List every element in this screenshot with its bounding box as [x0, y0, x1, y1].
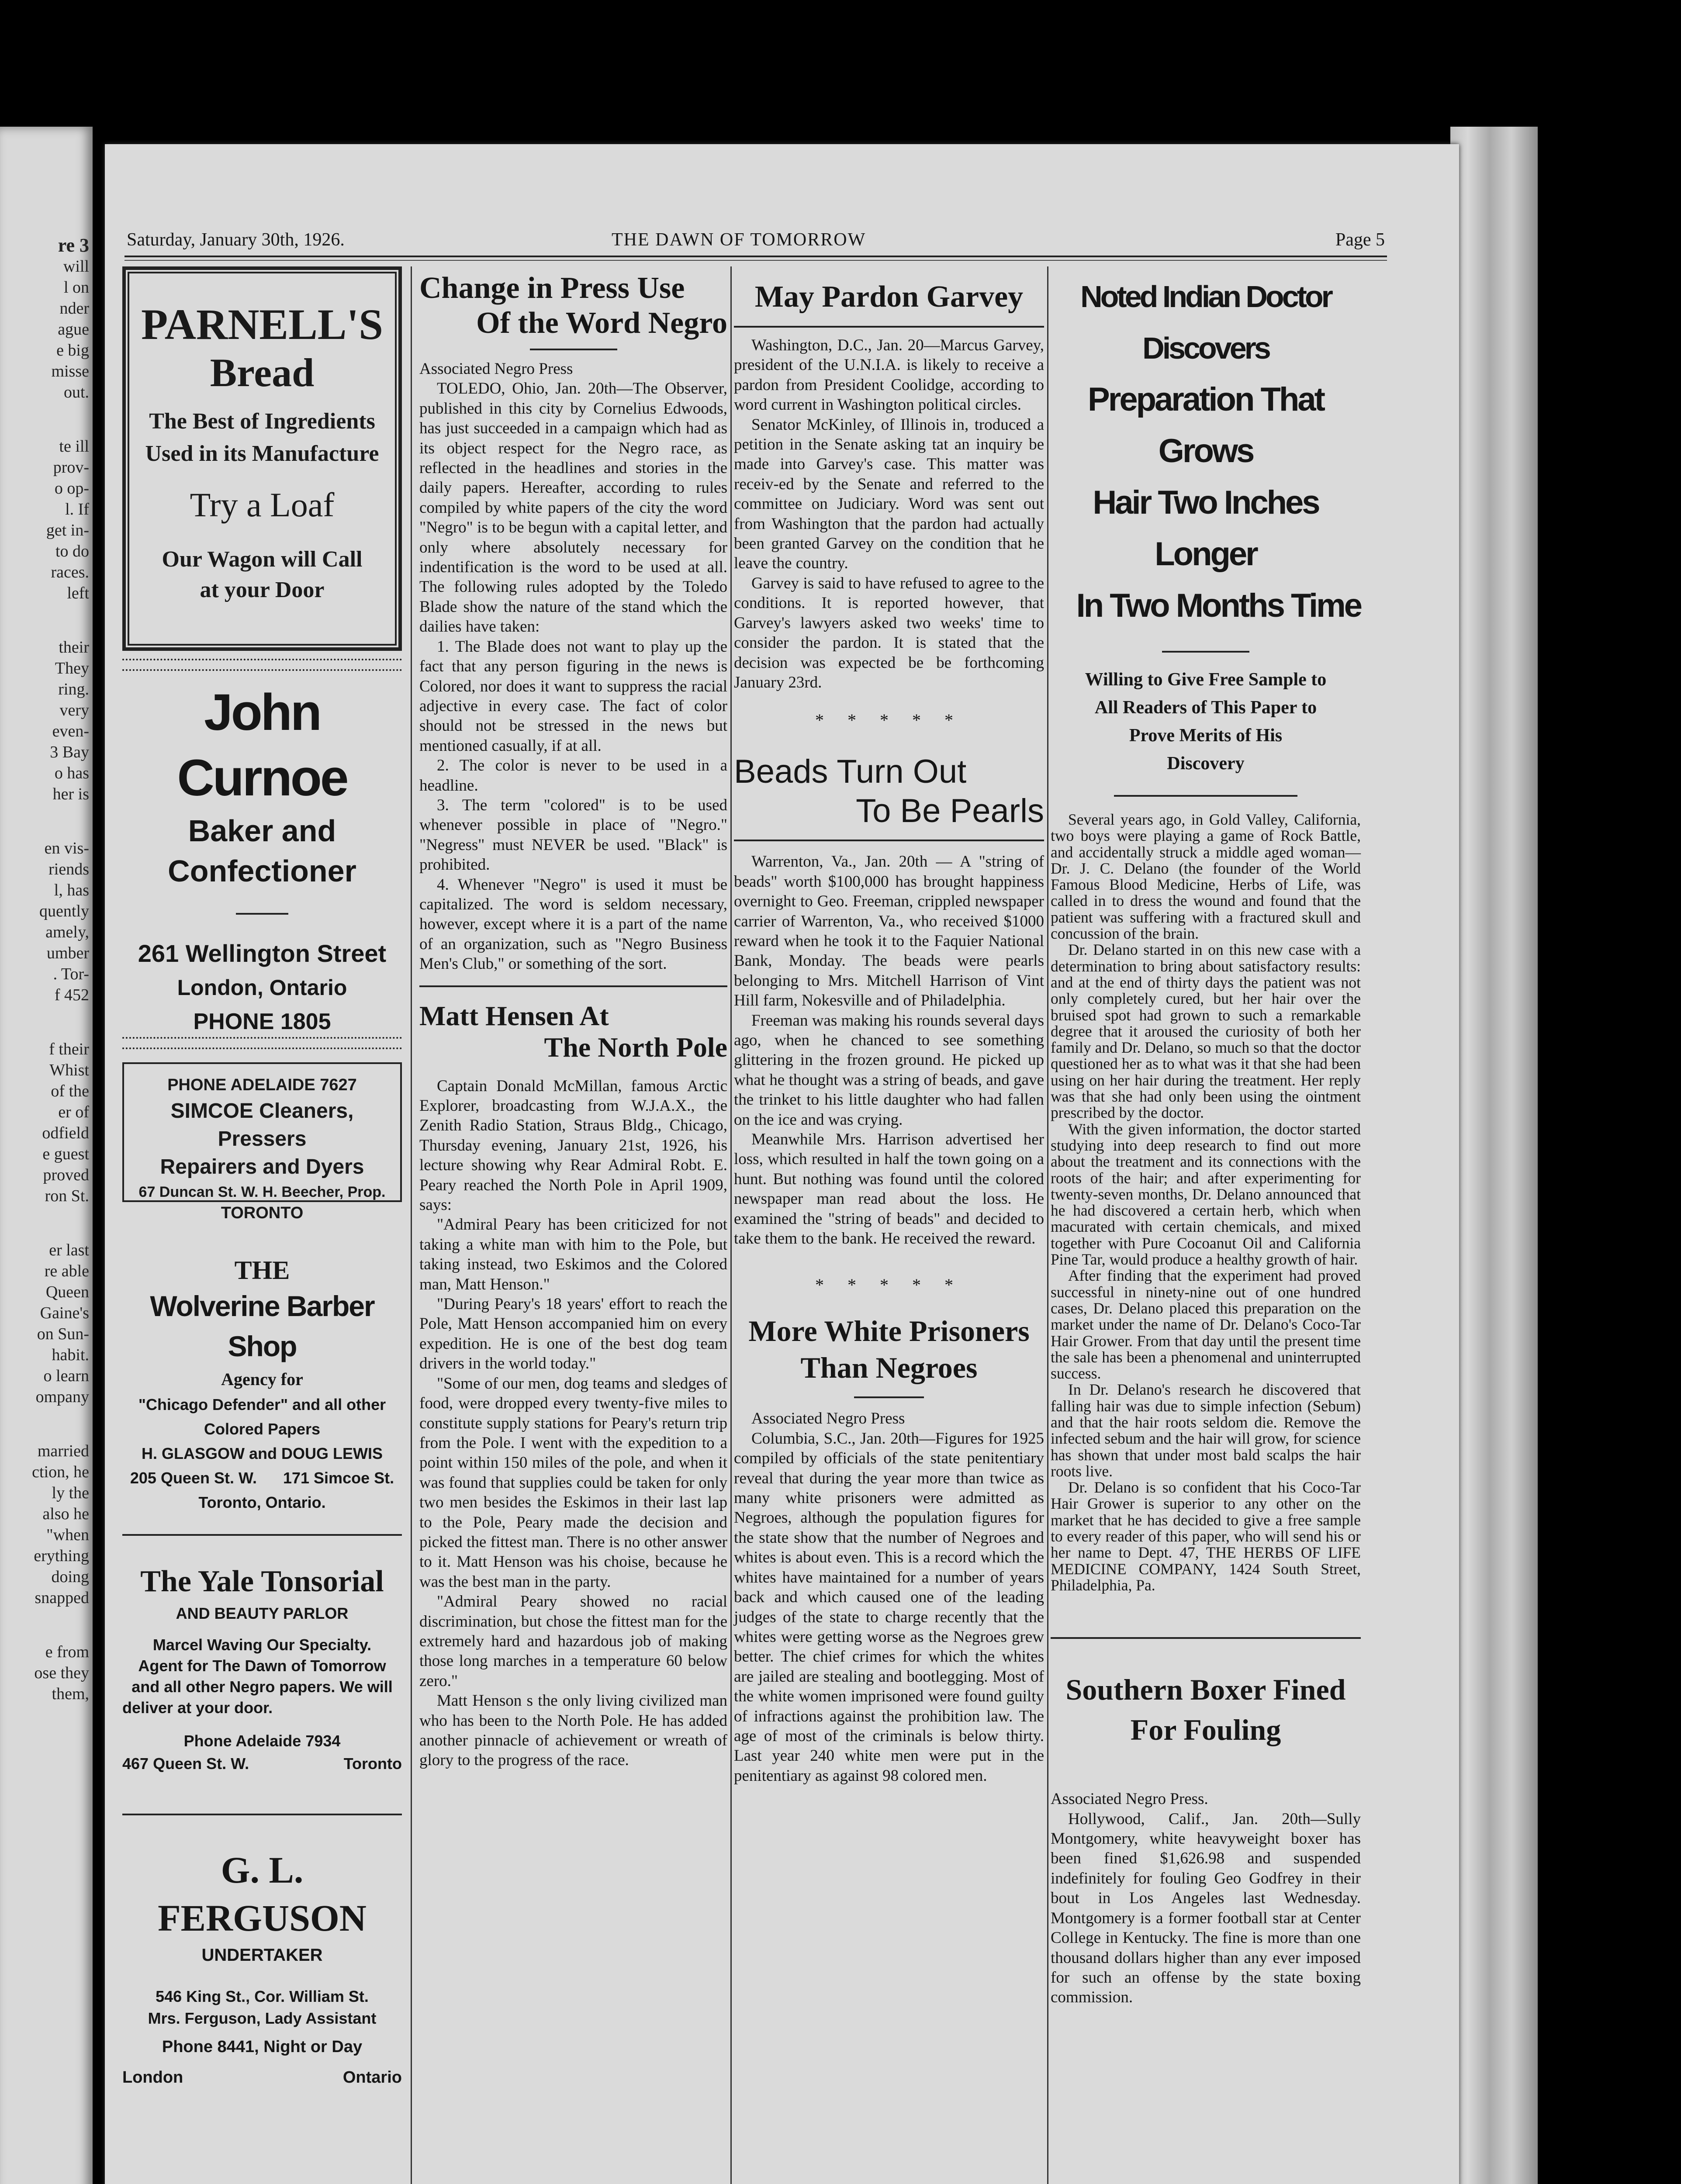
adjacent-page-fragment: "when — [46, 1526, 89, 1544]
beads-article — [734, 752, 1044, 1248]
simcoe-name1: SIMCOE Cleaners, Pressers — [170, 1099, 354, 1151]
press-paragraph: TOLEDO, Ohio, Jan. 20th—The Observer, published in this city by Cornelius Edwoods, has just succeeded in a campaign which had as its object respect for the Negro race, as reflected in the headlines and stories in the daily papers. Hereafter, according to rules compiled by white papers of the city the word "Negro" is to be begun with a capital letter, and only where absolutely necessary for indentification is the word to be used at all. The following rules adopted by the Toledo Blade show the nature of the stand which the dailies have taken: — [419, 380, 727, 636]
adjacent-page-fragment: erything — [34, 1547, 89, 1565]
headline-rule — [734, 840, 1044, 841]
headline-rule — [734, 326, 1044, 328]
boxer-headline-2: For Fouling — [1130, 1713, 1281, 1747]
ferguson-city2: Ontario — [342, 2068, 402, 2087]
yale-name: The Yale Tonsorial — [140, 1565, 384, 1598]
adjacent-page-fragment: l, has — [54, 881, 89, 899]
parnell-line1: The Best of Ingredients — [149, 409, 375, 434]
adjacent-page-fragment: e from — [45, 1643, 89, 1661]
column-2 — [419, 266, 727, 1770]
boxer-article — [1051, 1637, 1361, 2007]
press-article — [419, 266, 727, 974]
simcoe-ad — [122, 1062, 402, 1222]
page-stack-edge — [1450, 127, 1538, 2184]
simcoe-phone: PHONE ADELAIDE 7627 — [167, 1076, 357, 1094]
adjacent-page-fragment: on Sun- — [37, 1325, 89, 1343]
adjacent-page-fragment: o has — [54, 764, 89, 782]
adjacent-page-fragment: umber — [46, 944, 89, 962]
yale-line2: Agent for The Dawn of Tomorrow — [138, 1657, 386, 1675]
curnoe-ad — [122, 680, 402, 1034]
hensen-paragraph: "Admiral Peary has been criticized for not taking a white man with him to the Pole, but taking instead, two Eskimos and the Colored man, Matt Henson." — [419, 1216, 727, 1293]
adjacent-page-fragment: re able — [44, 1262, 89, 1280]
ferguson-ad — [122, 1815, 402, 2104]
adjacent-page-fragment: proved — [43, 1166, 89, 1184]
headline-rule — [854, 1396, 924, 1398]
adjacent-page-fragment: er last — [49, 1241, 89, 1259]
press-paragraph: 3. The term "colored" is to be used whenever possible in place of "Negro." "Negress" must NEVER be used. "Black" is prohibited. — [419, 796, 727, 874]
adjacent-page-fragment: their — [59, 638, 89, 657]
doctor-paragraph: After finding that the experiment had proved successful in ninety-nine out of one hundred cases, Dr. Delano placed this preparation on the market under the name of Dr. Delano's Coco-Tar Hair Grower. From that day until the present time the sale has been a phenomenal and uninterrupted success. — [1051, 1267, 1361, 1382]
doctor-subhead-4: Discovery — [1167, 753, 1245, 774]
adjacent-page-fragment: will — [63, 257, 89, 276]
simcoe-address: 67 Duncan St. W. H. Beecher, Prop. — [138, 1184, 386, 1200]
prisoners-article — [734, 1313, 1044, 1786]
hensen-headline-1: Matt Hensen At — [419, 1000, 609, 1031]
ferguson-phone: Phone 8441, Night or Day — [162, 2038, 363, 2056]
curnoe-address: 261 Wellington Street — [138, 940, 387, 967]
ferguson-assistant: Mrs. Ferguson, Lady Assistant — [148, 2009, 377, 2027]
press-byline: Associated Negro Press — [419, 360, 573, 378]
adjacent-page-fragment: them, — [52, 1685, 89, 1703]
adjacent-page-fragment: ose they — [34, 1664, 89, 1682]
headline-rule — [1162, 651, 1249, 653]
wolverine-papers1: "Chicago Defender" and all other — [138, 1396, 386, 1413]
adjacent-page-fragment: doing — [51, 1568, 89, 1586]
doctor-subhead — [1051, 666, 1361, 778]
parnell-product: Bread — [210, 350, 315, 395]
yale-line4: deliver at your door. — [122, 1699, 273, 1717]
doctor-paragraph: Dr. Delano started in on this new case with a determination to bring about satisfactory results: and at the end of thirty days the patient was not only completely cured, but her hair over the bruised spot had grown to such a remarkable degree that it aroused the curiosity of both her family and Dr. Delano, so much so that the doctor questioned her as to what was it that she had been using on her hair during the treatment. Her reply was that she had only been using the ointment prescribed by the doctor. — [1051, 941, 1361, 1122]
press-body — [419, 359, 727, 974]
garvey-headline: May Pardon Garvey — [754, 280, 1024, 314]
curnoe-line2: Confectioner — [168, 854, 356, 888]
parnell-line3: Try a Loaf — [190, 486, 335, 524]
short-rule — [236, 913, 288, 915]
hensen-paragraph: Captain Donald McMillan, famous Arctic Explorer, broadcasting from W.J.A.X., the Zenith Radio Station, Straus Bldg., Chicago, Thursday evening, January 21st, 1926, his lecture showing why Rear Admiral Robt. E. Peary reached the North Pole in April 1909, says: — [419, 1077, 727, 1214]
yale-line3: and all other Negro papers. We will — [131, 1678, 393, 1696]
curnoe-phone: PHONE 1805 — [193, 1009, 331, 1034]
adjacent-page-fragment: 3 Bay — [50, 743, 89, 761]
adjacent-page-fragment: er of — [58, 1103, 89, 1121]
press-paragraph: 1. The Blade does not want to play up the fact that any person figuring in the news is Colored, nor does it want to suppress the racial adjective in every case. The fact of color should not be stressed in the news but mentioned casually, if at all. — [419, 637, 727, 755]
adjacent-page-fragment: o learn — [43, 1367, 89, 1385]
adjacent-page-fragment: married — [37, 1442, 89, 1460]
adjacent-page-fragment: ompany — [35, 1388, 89, 1406]
doctor-headline — [1051, 271, 1361, 632]
prisoners-body — [734, 1409, 1044, 1786]
adjacent-page-fragment: te ill — [59, 437, 89, 456]
ferguson-city-row — [122, 2064, 402, 2091]
hensen-headline-2: The North Pole — [544, 1031, 727, 1063]
wolverine-address: 205 Queen St. W. 171 Simcoe St. — [130, 1469, 394, 1487]
hensen-paragraph: Matt Henson s the only living civilized man who has been to the North Pole. He has added another pinnacle of achievement or wreath of glory to the progress of the race. — [419, 1692, 727, 1769]
yale-line1: Marcel Waving Our Specialty. — [152, 1636, 372, 1654]
garvey-body — [734, 335, 1044, 692]
yale-ad — [122, 1536, 402, 1815]
adjacent-page-fragment: re 3 — [58, 235, 89, 256]
star-separator: * * * * * — [815, 710, 963, 730]
ferguson-city1: London — [122, 2068, 183, 2087]
adjacent-page-fragment: of the — [51, 1082, 89, 1100]
wolverine-city: Toronto, Ontario. — [198, 1493, 326, 1511]
boxer-paragraph: Hollywood, Calif., Jan. 20th—Sully Montgomery, white heavyweight boxer has been fined $1,626.98 and suspended indefinitely for fouling Geo Godfrey in their bout in Los Angeles last Wednesday. Montgomery is a former football star at Center College in Kentucky. The fine is more than one thousand dollars higher than any ever imposed for such an offense by the state boxing commission. — [1051, 1810, 1361, 2007]
adjacent-page-fragment: en vis- — [44, 839, 89, 857]
adjacent-page-fragment: ague — [58, 320, 89, 339]
beads-headline-1: Beads Turn Out — [734, 753, 967, 791]
hensen-article — [419, 985, 727, 1770]
press-headline-1: Change in Press Use — [419, 271, 685, 305]
beads-paragraph: Meanwhile Mrs. Harrison advertised her loss, which resulted in half the town going on a hunt. But nothing was found until the colored newspaper man read about the loss. He examined the "string of beads" and decided to take them to the bank. He received the reward. — [734, 1130, 1044, 1248]
hensen-paragraph: "During Peary's 18 years' effort to reach the Pole, Matt Henson accompanied him on every expedition. He is one of the best dog team drivers in the world today." — [419, 1295, 727, 1373]
star-separator: * * * * * — [815, 1275, 963, 1295]
adjacent-page-fragment: amely, — [45, 923, 89, 941]
yale-address: 467 Queen St. W. — [122, 1755, 249, 1773]
wolverine-name: Wolverine Barber Shop — [150, 1290, 374, 1362]
adjacent-page-fragment: ron St. — [45, 1187, 89, 1205]
doctor-paragraph: In Dr. Delano's research he discovered that falling hair was due to simple infection (Sebum) and that the hair roots seldom die. Remove the infected sebum and the hair will grow, for science has shown that under most bald scalps the hair roots live. — [1051, 1381, 1361, 1480]
hensen-paragraph: "Admiral Peary showed no racial discrimination, but chose the fittest man for the extremely hard and hazardous job of making those long marches in a temperature 60 below zero." — [419, 1593, 727, 1690]
beads-body — [734, 852, 1044, 1248]
adjacent-page-edge — [0, 127, 93, 2184]
parnell-name: PARNELL'S — [141, 300, 383, 349]
headline-rule — [530, 349, 617, 350]
adjacent-page-fragment: f 452 — [54, 986, 89, 1004]
adjacent-page-fragment: ction, he — [32, 1463, 89, 1481]
parnell-line2: Used in its Manufacture — [145, 441, 379, 466]
adjacent-page-fragment: riends — [48, 860, 89, 878]
prisoners-paragraph: Columbia, S.C., Jan. 20th—Figures for 1925 compiled by officials of the state penitentiary reveal that during the year more than twice as many white prisoners were admitted as Negroes, although the population figures for the state show that the number of Negroes and whites is about even. This is a record which the whites have maintained for a number of years back and which caused one of the leading judges of the state to charge recently that the whites were getting worse as the Negroes grew better. The chief crimes for which the whites are jailed are stealing and bootlegging. Most of the white women imprisoned were found guilty of infractions against the prohibition law. The age of most of the criminals is below thirty. Last year 240 white men were put in the penitentiary as against 98 colored men. — [734, 1429, 1044, 1785]
boxer-headline-1: Southern Boxer Fined — [1065, 1673, 1346, 1707]
curnoe-city: London, Ontario — [177, 975, 347, 1000]
press-paragraph: 4. Whenever "Negro" is used it must be capitalized. The word is seldom necessary, however, except where it is a part of the name of an organization, such as "Negro Business Men's Club," or something of the sort. — [419, 875, 727, 973]
column-4 — [1051, 266, 1361, 2008]
issue-date: Saturday, January 30th, 1926. — [127, 230, 345, 250]
adjacent-page-fragment: left — [67, 584, 89, 602]
adjacent-page-fragment: snapped — [35, 1589, 89, 1607]
adjacent-page-fragment: her is — [52, 785, 89, 803]
doctor-headline-3: Hair Two Inches Longer — [1093, 484, 1319, 573]
beads-headline-2: To Be Pearls — [856, 792, 1044, 830]
spacer — [419, 1063, 727, 1076]
yale-address-row — [122, 1753, 402, 1774]
simcoe-name2: Repairers and Dyers — [160, 1155, 364, 1178]
garvey-paragraph: Garvey is said to have refused to agree to the conditions. It is reported however, that Garvey's lawyers asked two weeks' time to consider the pardon. It is stated that the decision was expected be be forthcoming January 23rd. — [734, 574, 1044, 691]
column-rule — [730, 266, 732, 2184]
doctor-subhead-3: Prove Merits of His — [1129, 726, 1283, 746]
adjacent-page-fragment: prov- — [53, 458, 89, 477]
wolverine-agency: Agency for — [221, 1369, 303, 1389]
adjacent-page-fragments — [0, 236, 93, 1704]
adjacent-page-fragment: out. — [63, 383, 89, 401]
adjacent-page-fragment: get in- — [46, 521, 89, 539]
doctor-paragraph: Dr. Delano is so confident that his Coco-Tar Hair Grower is superior to any other on the market that he has decided to give a free sample to every reader of this paper, who will send his or her name to Dept. 47, THE HERBS OF LIFE MEDICINE COMPANY, 1424 South Street, Philadelphia, Pa. — [1051, 1479, 1361, 1594]
spacer — [1051, 1750, 1361, 1789]
wolverine-papers2: Colored Papers — [204, 1420, 321, 1438]
doctor-body — [1051, 812, 1361, 1593]
parnell-line5: at your Door — [200, 577, 325, 602]
newspaper-title: THE DAWN OF TOMORROW — [612, 230, 866, 250]
adjacent-page-fragment: Whist — [49, 1061, 89, 1079]
curnoe-line1: Baker and — [188, 814, 336, 848]
parnell-line4: Our Wagon will Call — [162, 547, 363, 572]
adjacent-page-fragment: o op- — [54, 479, 89, 498]
wolverine-ad — [122, 1254, 402, 1536]
garvey-paragraph: Washington, D.C., Jan. 20—Marcus Garvey, president of the U.N.I.A. is likely to receive a pardon from President Coolidge, according to word current in Washington political circles. — [734, 336, 1044, 414]
doctor-headline-1: Noted Indian Doctor Discovers — [1080, 280, 1331, 365]
doctor-subhead-1: Willing to Give Free Sample to — [1085, 670, 1327, 690]
parnell-ad — [122, 266, 402, 651]
garvey-paragraph: Senator McKinley, of Illinois in, troduced a petition in the Senate asking tat an inquiry be made into Garvey's case. This matter was receiv-ed by the Senate and referred to the committee on Judiciary. Word was sent out from Washington that the pardon had actually been granted Garvey on the condition that he leave the country. — [734, 415, 1044, 573]
adjacent-page-fragment: nder — [59, 299, 89, 318]
column-rule — [1047, 266, 1048, 2184]
adjacent-page-fragment: to do — [55, 542, 89, 560]
adjacent-page-fragment: They — [55, 659, 89, 677]
page-header — [127, 229, 1385, 251]
ferguson-title: UNDERTAKER — [201, 1946, 323, 1965]
doctor-article — [1051, 266, 1361, 1593]
prisoners-byline: Associated Negro Press — [751, 1410, 905, 1428]
adjacent-page-fragment: ring. — [58, 680, 89, 698]
header-rule-thin — [125, 260, 1387, 261]
hensen-body — [419, 1076, 727, 1770]
dotted-divider — [122, 1037, 402, 1049]
adjacent-page-fragment: l. If — [65, 500, 89, 518]
beads-paragraph: Freeman was making his rounds several days ago, when he chanced to see something glittering in the frozen ground. He picked up what he thought was a string of beads, and gave the trinket to his little daughter who had fallen on the ice and was crying. — [734, 1011, 1044, 1129]
doctor-headline-2: Preparation That Grows — [1088, 381, 1324, 470]
adjacent-page-fragment: even- — [52, 722, 89, 740]
yale-city: Toronto — [343, 1755, 402, 1773]
adjacent-page-fragment: odfield — [42, 1124, 89, 1142]
boxer-body — [1051, 1789, 1361, 2007]
press-headline-2: Of the Word Negro — [476, 306, 727, 340]
adjacent-page-fragment: f their — [49, 1040, 89, 1058]
column-rule — [411, 266, 412, 2184]
adjacent-page-fragment: e guest — [42, 1145, 89, 1163]
wolverine-the: THE — [234, 1256, 290, 1285]
adjacent-page-fragment: ly the — [52, 1484, 89, 1502]
prisoners-headline-2: Than Negroes — [800, 1351, 978, 1385]
yale-sub: AND BEAUTY PARLOR — [176, 1604, 349, 1622]
header-rule — [125, 256, 1387, 257]
adjacent-page-fragment: Queen — [45, 1283, 89, 1301]
adjacent-page-fragment: races. — [51, 563, 89, 581]
subhead-rule — [1114, 795, 1297, 797]
page-number: Page 5 — [1335, 230, 1385, 250]
ferguson-name: G. L. FERGUSON — [158, 1849, 367, 1939]
prisoners-headline-1: More White Prisoners — [748, 1314, 1030, 1348]
press-paragraph: 2. The color is never to be used in a headline. — [419, 757, 727, 795]
yale-phone: Phone Adelaide 7934 — [183, 1732, 341, 1750]
ferguson-address: 546 King St., Cor. William St. — [156, 1987, 369, 2005]
adjacent-page-fragment: very — [59, 701, 89, 719]
adjacent-page-fragment: habit. — [52, 1346, 89, 1364]
beads-paragraph: Warrenton, Va., Jan. 20th — A "string of beads" worth $100,000 has brought happiness overnight to Geo. Freeman, crippled newspaper carrier of Warrenton, Va., who received $1000 reward when he took it to the Faquier National Bank, Monday. The beads were pearls belonging to Mrs. Mitchell Harrison of Vint Hill farm, Nokesville and of Philadelphia. — [734, 853, 1044, 1010]
newspaper-page — [105, 144, 1459, 2184]
ads-column — [122, 266, 402, 2104]
dotted-divider — [122, 659, 402, 671]
doctor-headline-4: In Two Months Time — [1076, 587, 1361, 624]
wolverine-owners: H. GLASGOW and DOUG LEWIS — [142, 1444, 383, 1462]
curnoe-name: John Curnoe — [177, 684, 347, 807]
adjacent-page-fragment: also he — [42, 1505, 89, 1523]
adjacent-page-fragment: quently — [39, 902, 89, 920]
adjacent-page-fragment: Gaine's — [40, 1304, 89, 1322]
boxer-byline: Associated Negro Press. — [1051, 1790, 1208, 1808]
adjacent-page-fragment: misse — [51, 362, 89, 380]
garvey-article — [734, 266, 1044, 692]
adjacent-page-fragment: e big — [56, 341, 89, 359]
column-3 — [734, 266, 1044, 1786]
doctor-subhead-2: All Readers of This Paper to — [1094, 698, 1317, 718]
adjacent-page-fragment: l on — [63, 278, 89, 297]
hensen-paragraph: "Some of our men, dog teams and sledges of food, were dropped every twenty-five miles to constitute supply stations for Peary's return trip from the Pole. I went with the expedition to a point within 150 miles of the pole, and when it was found that supplies could be taken for only two men besides the Eskimos in their last lap to the Pole, Peary made the decision and picked the fittest man. There is no other answer to it. Matt Henson was his choise, because he was the best man in the party. — [419, 1374, 727, 1591]
simcoe-city: TORONTO — [221, 1204, 304, 1222]
adjacent-page-fragment: . Tor- — [53, 965, 89, 983]
doctor-paragraph: Several years ago, in Gold Valley, California, two boys were playing a game of Rock Battle, and accidentally struck a middle aged woman— Dr. J. C. Delano (the founder of the World Famous Blood Medicine, Herbs of Life, was called in to dress the wound and found that the patient was suffering with a fractured skull and concussion of the brain. — [1051, 811, 1361, 943]
doctor-paragraph: With the given information, the doctor started studying into deep research to find out more about the treatment and its connections with the roots of the hair; and after experimenting for twenty-seven months, Dr. Delano announced that he had discovered a certain herb, which when macurated with certain chemicals, and mixed together with Pure Cocoanut Oil and California Pine Tar, would produce a healthy growth of hair. — [1051, 1120, 1361, 1268]
